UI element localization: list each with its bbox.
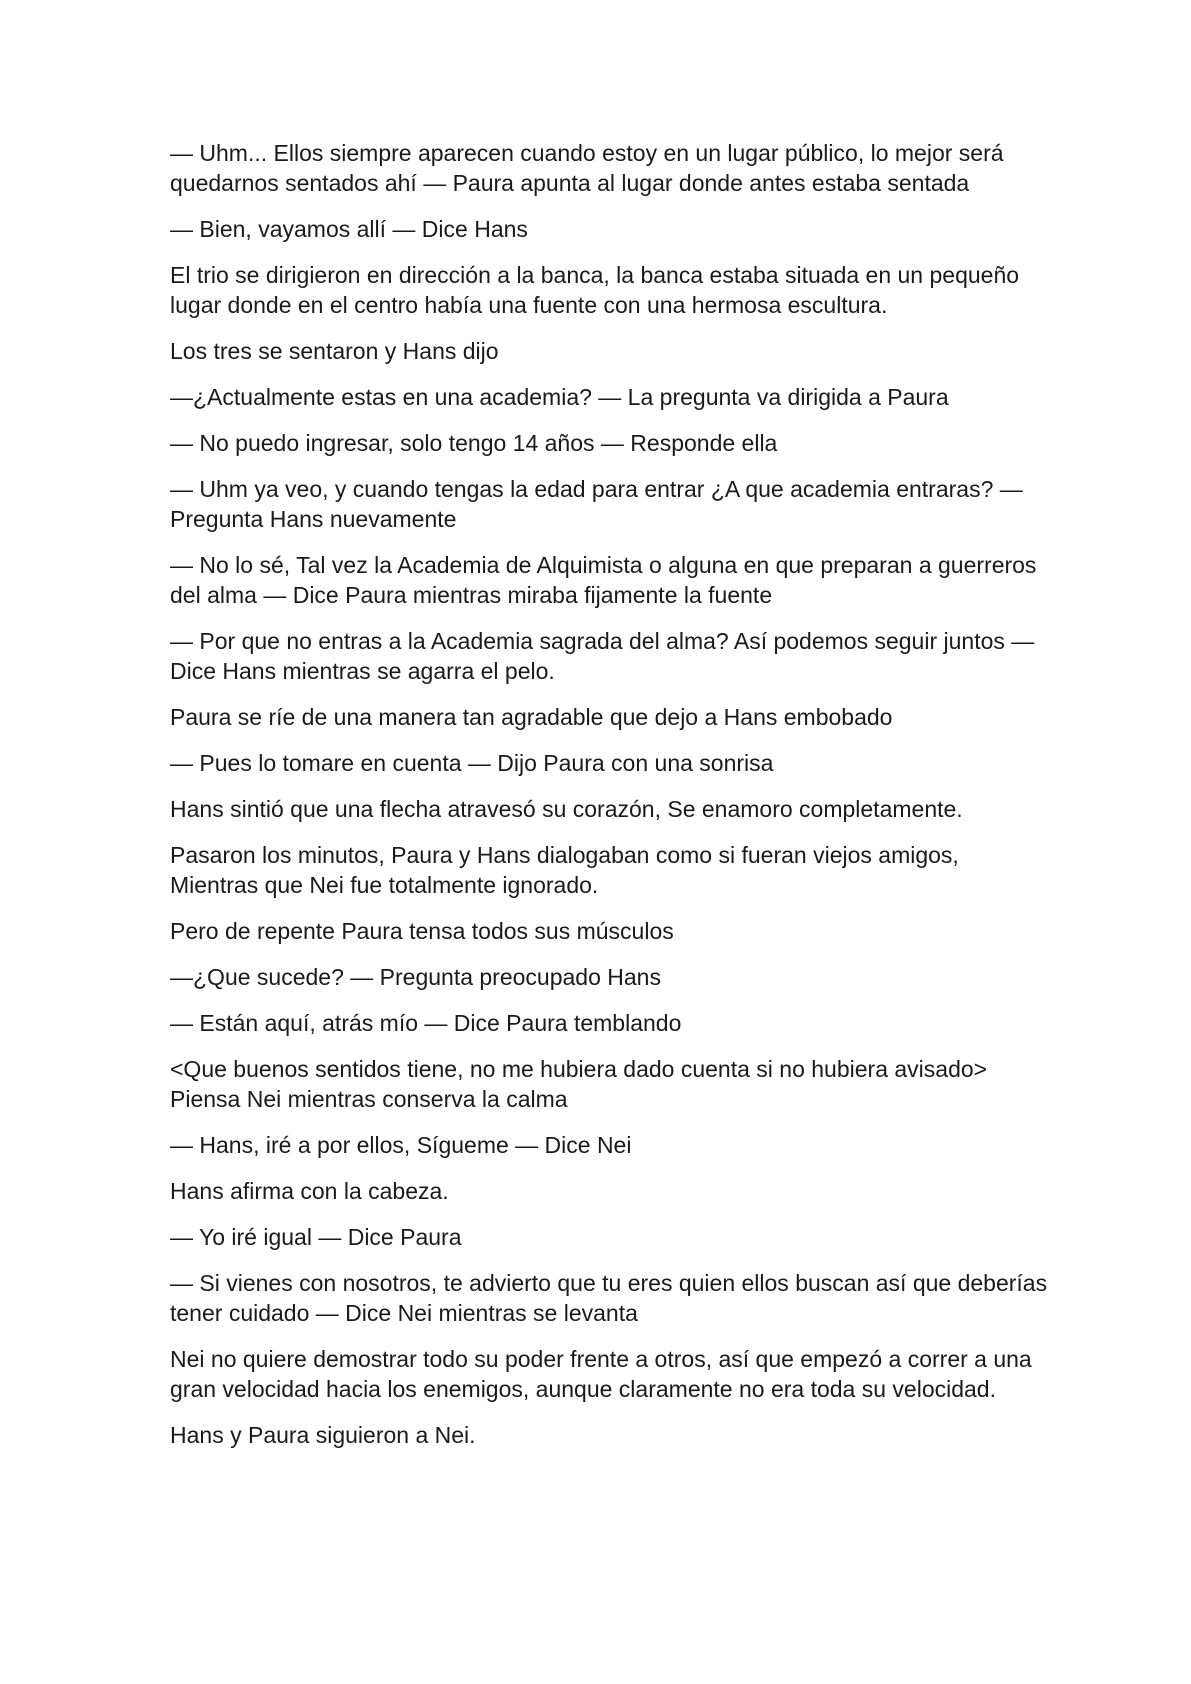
paragraph: — Bien, vayamos allí — Dice Hans — [170, 216, 528, 242]
paragraph: —¿Actualmente estas en una academia? — La pregunta va dirigida a Paura — [170, 384, 949, 410]
paragraph: — Si vienes con nosotros, te advierto que tu eres quien ellos buscan así que deberías tener cuidado — Dice Nei mientras se levanta — [170, 1270, 1048, 1326]
paragraph: El trio se dirigieron en dirección a la banca, la banca estaba situada en un pequeño lugar donde en el centro había una fuente con una hermosa escultura. — [170, 262, 1020, 318]
paragraph: Hans y Paura siguieron a Nei. — [170, 1422, 476, 1448]
paragraph: — Por que no entras a la Academia sagrada del alma? Así podemos seguir juntos — Dice Hans mientras se agarra el pelo. — [170, 628, 1035, 684]
paragraph: — Están aquí, atrás mío — Dice Paura temblando — [170, 1010, 682, 1036]
paragraph: — Hans, iré a por ellos, Sígueme — Dice Nei — [170, 1132, 632, 1158]
paragraph: <Que buenos sentidos tiene, no me hubiera dado cuenta si no hubiera avisado> Piensa Nei mientras conserva la calma — [170, 1056, 988, 1112]
document-body — [170, 138, 1050, 1466]
paragraph: Los tres se sentaron y Hans dijo — [170, 338, 499, 364]
paragraph: — Uhm ya veo, y cuando tengas la edad para entrar ¿A que academia entraras? — Pregunta Hans nuevamente — [170, 476, 1023, 532]
paragraph: — No lo sé, Tal vez la Academia de Alquimista o alguna en que preparan a guerreros del alma — Dice Paura mientras miraba fijamente la fuente — [170, 552, 1037, 608]
paragraph: —¿Que sucede? — Pregunta preocupado Hans — [170, 964, 661, 990]
paragraph: Hans sintió que una flecha atravesó su corazón, Se enamoro completamente. — [170, 796, 963, 822]
paragraph: Hans afirma con la cabeza. — [170, 1178, 449, 1204]
paragraph: Paura se ríe de una manera tan agradable que dejo a Hans embobado — [170, 704, 893, 730]
paragraph: — No puedo ingresar, solo tengo 14 años — Responde ella — [170, 430, 778, 456]
paragraph: — Pues lo tomare en cuenta — Dijo Paura con una sonrisa — [170, 750, 774, 776]
paragraph: — Yo iré igual — Dice Paura — [170, 1224, 462, 1250]
paragraph: Pero de repente Paura tensa todos sus músculos — [170, 918, 674, 944]
paragraph: Nei no quiere demostrar todo su poder frente a otros, así que empezó a correr a una gran velocidad hacia los enemigos, aunque claramente no era toda su velocidad. — [170, 1346, 1032, 1402]
paragraph: — Uhm... Ellos siempre aparecen cuando estoy en un lugar público, lo mejor será quedarnos sentados ahí — Paura apunta al lugar donde antes estaba sentada — [170, 140, 1004, 196]
paragraph: Pasaron los minutos, Paura y Hans dialogaban como si fueran viejos amigos, Mientras que Nei fue totalmente ignorado. — [170, 842, 959, 898]
